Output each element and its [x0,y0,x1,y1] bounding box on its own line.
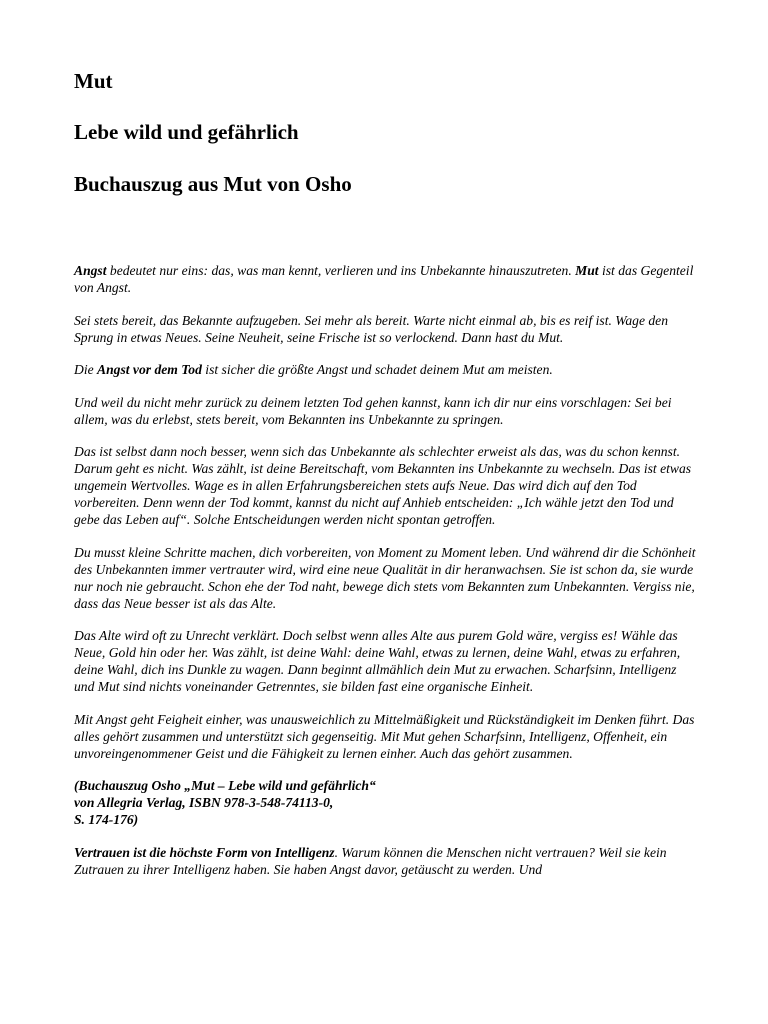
paragraph-alte: Das Alte wird oft zu Unrecht verklärt. Doch selbst wenn alles Alte aus purem Gold wäre, vergiss es! Wähle das Neue, Gold hin oder her. Was zählt, ist deine Wahl: deine Wahl, etwas zu lernen, deine Wahl, etwas zu erfahren, deine Wahl, dich ins Dunkle zu wagen. Dann beginnt allmählich dein Mut zu erwachen. Scharfsinn, Intelligenz und Mut sind nichts voneinander Getrenntes, sie bilden fast eine organische Einheit. [74,628,681,694]
citation-line: S. 174-176) [74,812,139,827]
citation [74,777,696,828]
paragraph-text: Die [74,362,98,377]
document-subtitle: Lebe wild und gefährlich [74,120,299,144]
document-body [74,262,696,893]
paragraph-text: ist das Gegenteil von Angst. [74,263,694,295]
bold-term: Angst vor dem Tod [97,362,202,377]
paragraph-text: . Warum können die Menschen nicht vertrauen? Weil sie kein Zutrauen zu ihrer Intelligenz haben. Sie haben Angst davor, getäuscht zu werden. Und [74,844,667,877]
paragraph-schritte: Du musst kleine Schritte machen, dich vorbereiten, von Moment zu Moment leben. Und während dir die Schönheit des Unbekannten immer vertrauter wird, wird eine neue Qualität in dir heranwachsen. Sie ist schon da, sie wurde nur noch nie gebraucht. Schon ehe der Tod naht, bewege dich stets vom Bekannten zum Unbekannten. Vergiss nie, dass das Neue besser ist als das Alte. [74,544,696,611]
bold-term: Mut [575,263,599,278]
citation-line: (Buchauszug Osho „Mut – Lebe wild und gefährlich“ [74,778,376,793]
document-title: Mut [74,69,113,93]
paragraph-angst [74,262,696,296]
bold-term: Vertrauen ist die höchste Form von Intelligenz [74,844,335,860]
paragraph-feigheit: Mit Angst geht Feigheit einher, was unausweichlich zu Mittelmäßigkeit und Rückständigkeit im Denken führt. Das alles gehört zusammen und unterstützt sich gegenseitig. Mit Mut gehen Scharfsinn, Intelligenz, Offenheit, ein unvoreingenommener Geist und die Fähigkeit zu lernen einher. Auch das gehört zusammen. [74,711,695,761]
paragraph-text: ist sicher die größte Angst und schadet deinem Mut am meisten. [201,362,553,377]
document-source-heading: Buchauszug aus Mut von Osho [74,172,352,196]
paragraph-tod [74,361,696,378]
paragraph-springen: Und weil du nicht mehr zurück zu deinem letzten Tod gehen kannst, kann ich dir nur eins vorschlagen: Sei bei allem, was du erlebst, stets bereit, vom Bekannten ins Unbekannte zu springen. [74,394,672,427]
paragraph-besser: Das ist selbst dann noch besser, wenn sich das Unbekannte als schlechter erweist als das, was du schon kennst. Darum geht es nicht. Was zählt, ist deine Bereitschaft, vom Bekannten ins Unbekannte zu wechseln. Das ist etwas ungemein Wertvolles. Wage es in allen Erfahrungsbereichen stets aufs Neue. Das wird dich auf den Tod vorbereiten. Denn wenn der Tod kommt, kannst du nicht auf Anhieb entscheiden: „Ich wähle jetzt den Tod und gebe das Leben auf“. Solche Entscheidungen werden nicht spontan getroffen. [74,444,692,527]
citation-line: von Allegria Verlag, ISBN 978-3-548-74113-0, [74,795,334,810]
paragraph-bereit: Sei stets bereit, das Bekannte aufzugeben. Sei mehr als bereit. Warte nicht einmal ab, bis es reif ist. Wage den Sprung in etwas Neues. Seine Neuheit, seine Frische ist so verlockend. Dann hast du Mut. [74,312,669,345]
paragraph-text: bedeutet nur eins: das, was man kennt, verlieren und ins Unbekannte hinauszutreten. [106,263,576,278]
bold-term: Angst [74,263,107,278]
paragraph-vertrauen [74,844,696,878]
